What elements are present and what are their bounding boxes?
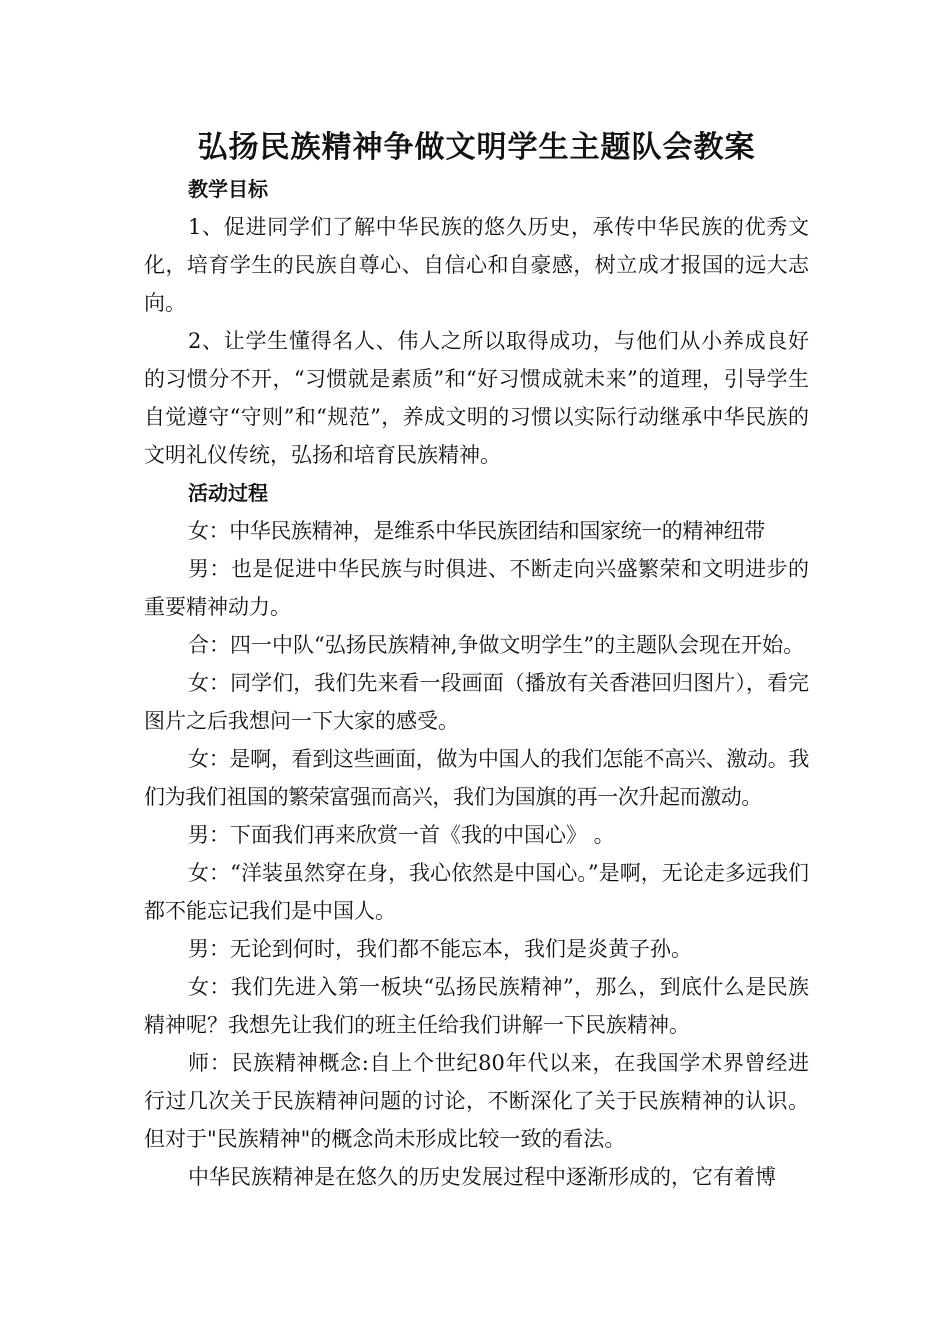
process-paragraph-3: 合：四一中队“弘扬民族精神,争做文明学生”的主题队会现在开始。 xyxy=(188,633,805,657)
document-title: 弘扬民族精神争做文明学生主题队会教案 xyxy=(197,130,756,165)
section-heading-process: 活动过程 xyxy=(188,481,268,505)
process-paragraph-2: 男：也是促进中华民族与时俱进、不断走向兴盛繁荣和文明进步的重要精神动力。 xyxy=(144,557,809,619)
goal-paragraph-2: 2、让学生懂得名人、伟人之所以取得成功，与他们从小养成良好的习惯分不开，“习惯就是素质”和“好习惯成就未来”的道理，引导学生自觉遵守“守则”和“规范”，养成文明的习惯以实际行动继承中华民族的文明礼仪传统，弘扬和培育民族精神。 xyxy=(144,329,809,467)
process-paragraph-6: 男：下面我们再来欣赏一首《我的中国心》 。 xyxy=(188,823,615,847)
process-paragraph-5: 女：是啊，看到这些画面，做为中国人的我们怎能不高兴、激动。我们为我们祖国的繁荣富强而高兴，我们为国旗的再一次升起而激动。 xyxy=(144,747,809,809)
process-paragraph-10: 师：民族精神概念:自上个世纪80年代以来，在我国学术界曾经进行过几次关于民族精神问题的讨论，不断深化了关于民族精神的认识。但对于"民族精神"的概念尚未形成比较一致的看法。 xyxy=(144,1051,809,1151)
process-paragraph-1: 女：中华民族精神，是维系中华民族团结和国家统一的精神纽带 xyxy=(188,519,765,543)
process-paragraph-4: 女：同学们，我们先来看一段画面（播放有关香港回归图片），看完图片之后我想问一下大家的感受。 xyxy=(144,671,809,733)
process-paragraph-11: 中华民族精神是在悠久的历史发展过程中逐渐形成的，它有着博 xyxy=(188,1165,776,1189)
process-paragraph-7: 女：“洋装虽然穿在身，我心依然是中国心。”是啊，无论走多远我们都不能忘记我们是中国人。 xyxy=(144,861,809,923)
goal-paragraph-1: 1、促进同学们了解中华民族的悠久历史，承传中华民族的优秀文化，培育学生的民族自尊心、自信心和自豪感，树立成才报国的远大志向。 xyxy=(144,215,809,315)
section-heading-goals: 教学目标 xyxy=(188,177,268,201)
process-paragraph-8: 男：无论到何时，我们都不能忘本，我们是炎黄子孙。 xyxy=(188,937,692,961)
document-page xyxy=(144,126,809,1196)
process-paragraph-9: 女：我们先进入第一板块“弘扬民族精神”，那么，到底什么是民族精神呢？我想先让我们的班主任给我们讲解一下民族精神。 xyxy=(144,975,809,1037)
